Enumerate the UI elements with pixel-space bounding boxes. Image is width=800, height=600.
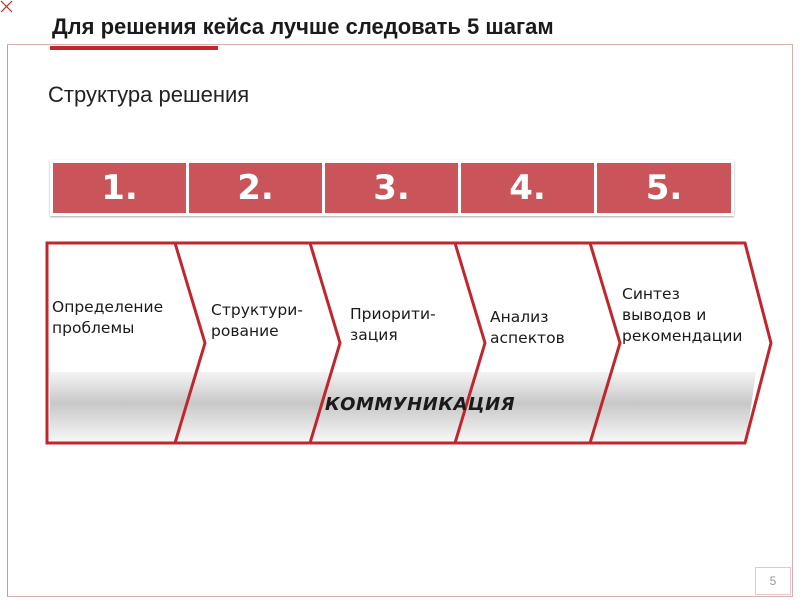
phase-label-5 (622, 284, 743, 347)
page-number: 5 (755, 567, 791, 595)
phase-5-line-3: рекомендации (622, 327, 743, 345)
slide-title: Для решения кейса лучше следовать 5 шагам (52, 14, 554, 39)
phase-label-3 (350, 304, 436, 346)
slide-subtitle: Структура решения (48, 82, 250, 107)
phase-1-line-2: проблемы (52, 319, 135, 337)
step-number-5: 5. (597, 163, 731, 213)
phase-4-line-1: Анализ (490, 308, 549, 326)
phase-3-line-1: Приорити- (350, 305, 436, 323)
step-number-4: 4. (461, 163, 594, 213)
phase-label-2 (211, 300, 303, 342)
phase-4-line-2: аспектов (490, 329, 565, 347)
communication-label: КОММУНИКАЦИЯ (324, 394, 516, 415)
step-number-3: 3. (325, 163, 458, 213)
phase-1-line-1: Определение (52, 298, 164, 316)
phase-2-line-1: Структури- (211, 301, 303, 319)
phase-label-4 (490, 307, 565, 349)
phase-5-line-2: выводов и (622, 306, 707, 324)
phase-2-line-2: рование (211, 322, 279, 340)
phase-label-1 (52, 297, 163, 339)
phase-3-line-2: зация (350, 326, 398, 344)
step-number-2: 2. (189, 163, 322, 213)
phase-5-line-1: Синтез (622, 285, 680, 303)
step-number-1: 1. (53, 163, 186, 213)
